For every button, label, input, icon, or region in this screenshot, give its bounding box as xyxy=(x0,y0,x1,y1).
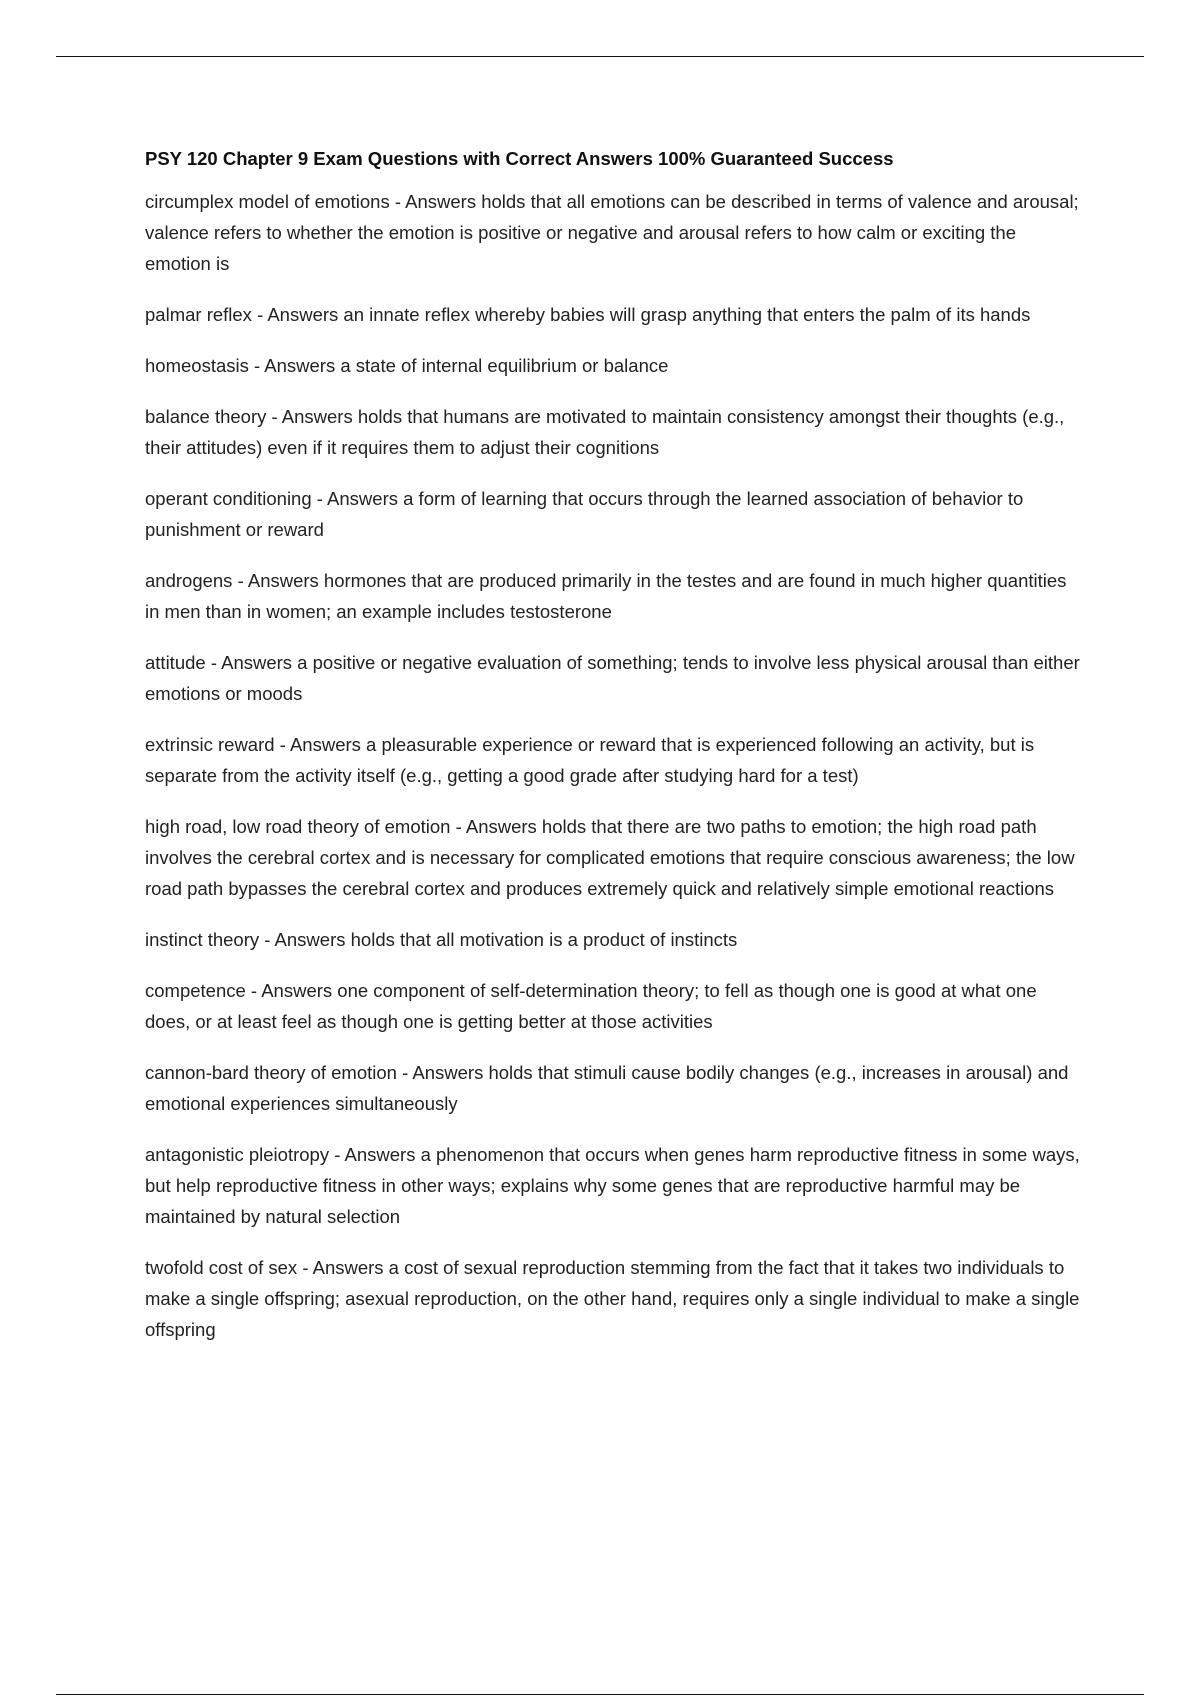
qa-item: extrinsic reward - Answers a pleasurable experience or reward that is experienced following an activity, but is separate from the activity itself (e.g., getting a good grade after studying hard for a test) xyxy=(145,734,1035,786)
bottom-divider xyxy=(56,1694,1144,1695)
qa-item: twofold cost of sex - Answers a cost of sexual reproduction stemming from the fact that it takes two individuals to make a single offspring; asexual reproduction, on the other hand, requires only a single individual to make a single offspring xyxy=(145,1257,1080,1340)
qa-item: operant conditioning - Answers a form of learning that occurs through the learned association of behavior to punishment or reward xyxy=(145,488,1024,540)
qa-item: instinct theory - Answers holds that all motivation is a product of instincts xyxy=(145,929,738,950)
qa-item: antagonistic pleiotropy - Answers a phenomenon that occurs when genes harm reproductive fitness in some ways, but help reproductive fitness in other ways; explains why some genes that are reproductive harmful may be maintained by natural selection xyxy=(145,1144,1080,1227)
qa-item: balance theory - Answers holds that humans are motivated to maintain consistency amongst their thoughts (e.g., their attitudes) even if it requires them to adjust their cognitions xyxy=(145,406,1065,458)
qa-item: competence - Answers one component of self-determination theory; to fell as though one is good at what one does, or at least feel as though one is getting better at those activities xyxy=(145,980,1037,1032)
qa-item: homeostasis - Answers a state of internal equilibrium or balance xyxy=(145,355,669,376)
qa-item: circumplex model of emotions - Answers holds that all emotions can be described in terms of valence and arousal; valence refers to whether the emotion is positive or negative and arousal refers to how calm or exciting the emotion is xyxy=(145,191,1079,274)
top-divider xyxy=(56,56,1144,57)
qa-item: cannon-bard theory of emotion - Answers holds that stimuli cause bodily changes (e.g., increases in arousal) and emotional experiences simultaneously xyxy=(145,1062,1069,1114)
qa-item: attitude - Answers a positive or negative evaluation of something; tends to involve less physical arousal than either emotions or moods xyxy=(145,652,1080,704)
qa-list xyxy=(145,186,1085,1345)
qa-item: androgens - Answers hormones that are produced primarily in the testes and are found in much higher quantities in men than in women; an example includes testosterone xyxy=(145,570,1067,622)
qa-item: palmar reflex - Answers an innate reflex whereby babies will grasp anything that enters the palm of its hands xyxy=(145,304,1031,325)
document-body xyxy=(145,146,1085,1365)
qa-item: high road, low road theory of emotion - Answers holds that there are two paths to emotion; the high road path involves the cerebral cortex and is necessary for complicated emotions that require conscious awareness; the low road path bypasses the cerebral cortex and produces extremely quick and relatively simple emotional reactions xyxy=(145,816,1075,899)
document-title: PSY 120 Chapter 9 Exam Questions with Correct Answers 100% Guaranteed Success xyxy=(145,148,894,169)
